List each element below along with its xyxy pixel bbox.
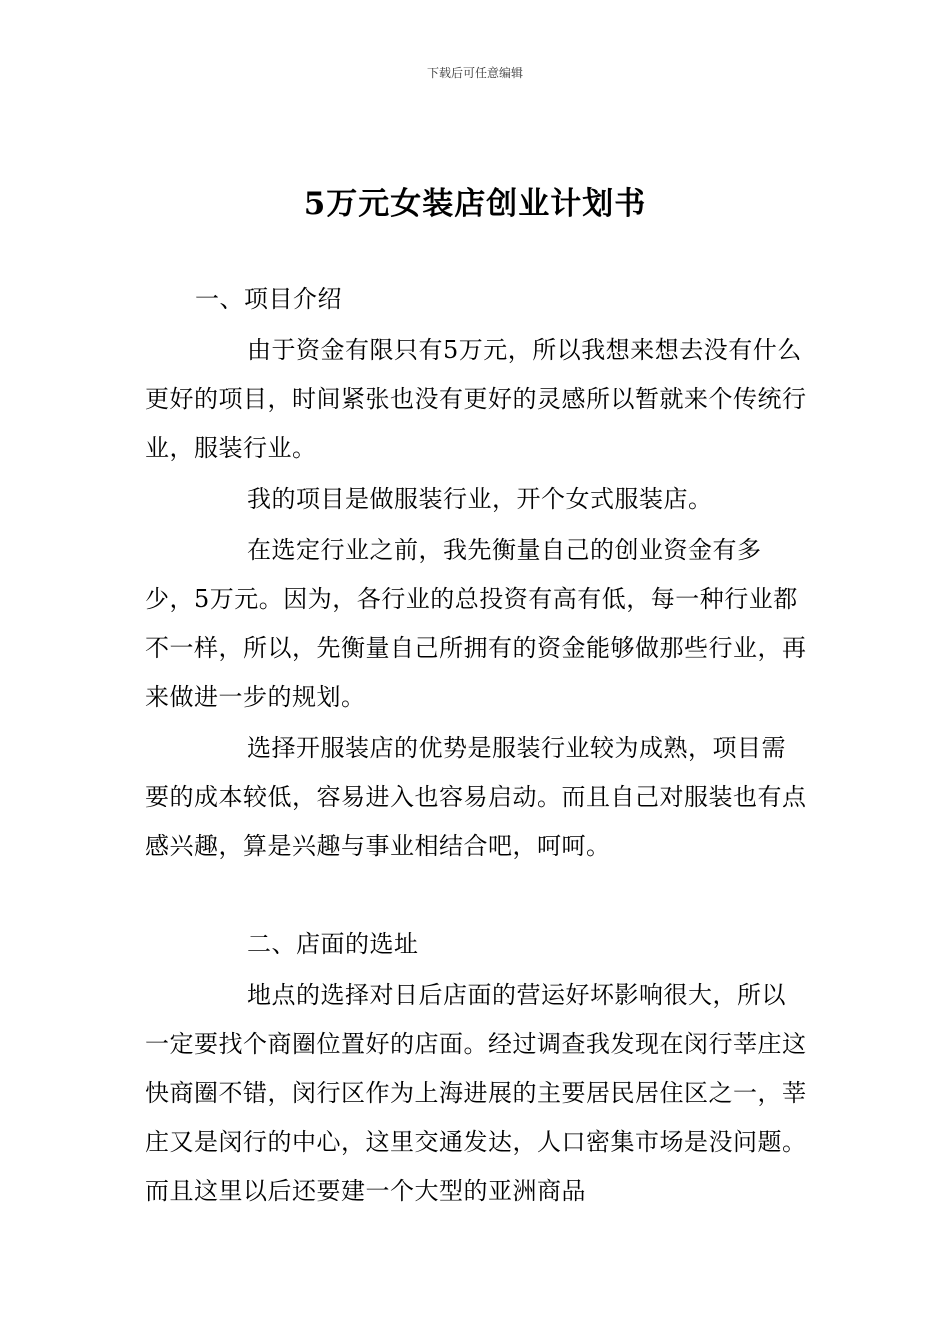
section-store-location (145, 920, 808, 1216)
section-heading-intro: 一、项目介绍 (195, 285, 342, 313)
paragraph: 地点的选择对日后店面的营运好坏影响很大，所以一定要找个商圈位置好的店面。经过调查我发现在闵行莘庄这快商圈不错，闵行区作为上海进展的主要居民居住区之一，莘庄又是闵行的中心，这里交通发达，人口密集市场是没问题。而且这里以后还要建一个大型的亚洲商品 (145, 981, 807, 1205)
paragraph: 在选定行业之前，我先衡量自己的创业资金有多少，5万元。因为，各行业的总投资有高有低，每一种行业都不一样，所以，先衡量自己所拥有的资金能够做那些行业，再来做进一步的规划。 (145, 536, 807, 711)
page-header-note: 下载后可任意编辑 (426, 66, 523, 80)
document-title: 5万元女装店创业计划书 (303, 186, 647, 222)
paragraph: 我的项目是做服装行业，开个女式服装店。 (247, 485, 713, 513)
paragraph: 由于资金有限只有5万元，所以我想来想去没有什么更好的项目，时间紧张也没有更好的灵感所以暂就来个传统行业，服装行业。 (145, 336, 807, 462)
section-project-intro (145, 275, 808, 871)
paragraph: 选择开服装店的优势是服装行业较为成熟，项目需要的成本较低，容易进入也容易启动。而且自己对服装也有点感兴趣，算是兴趣与事业相结合吧，呵呵。 (145, 734, 807, 860)
section-heading-location: 二、店面的选址 (247, 930, 419, 958)
